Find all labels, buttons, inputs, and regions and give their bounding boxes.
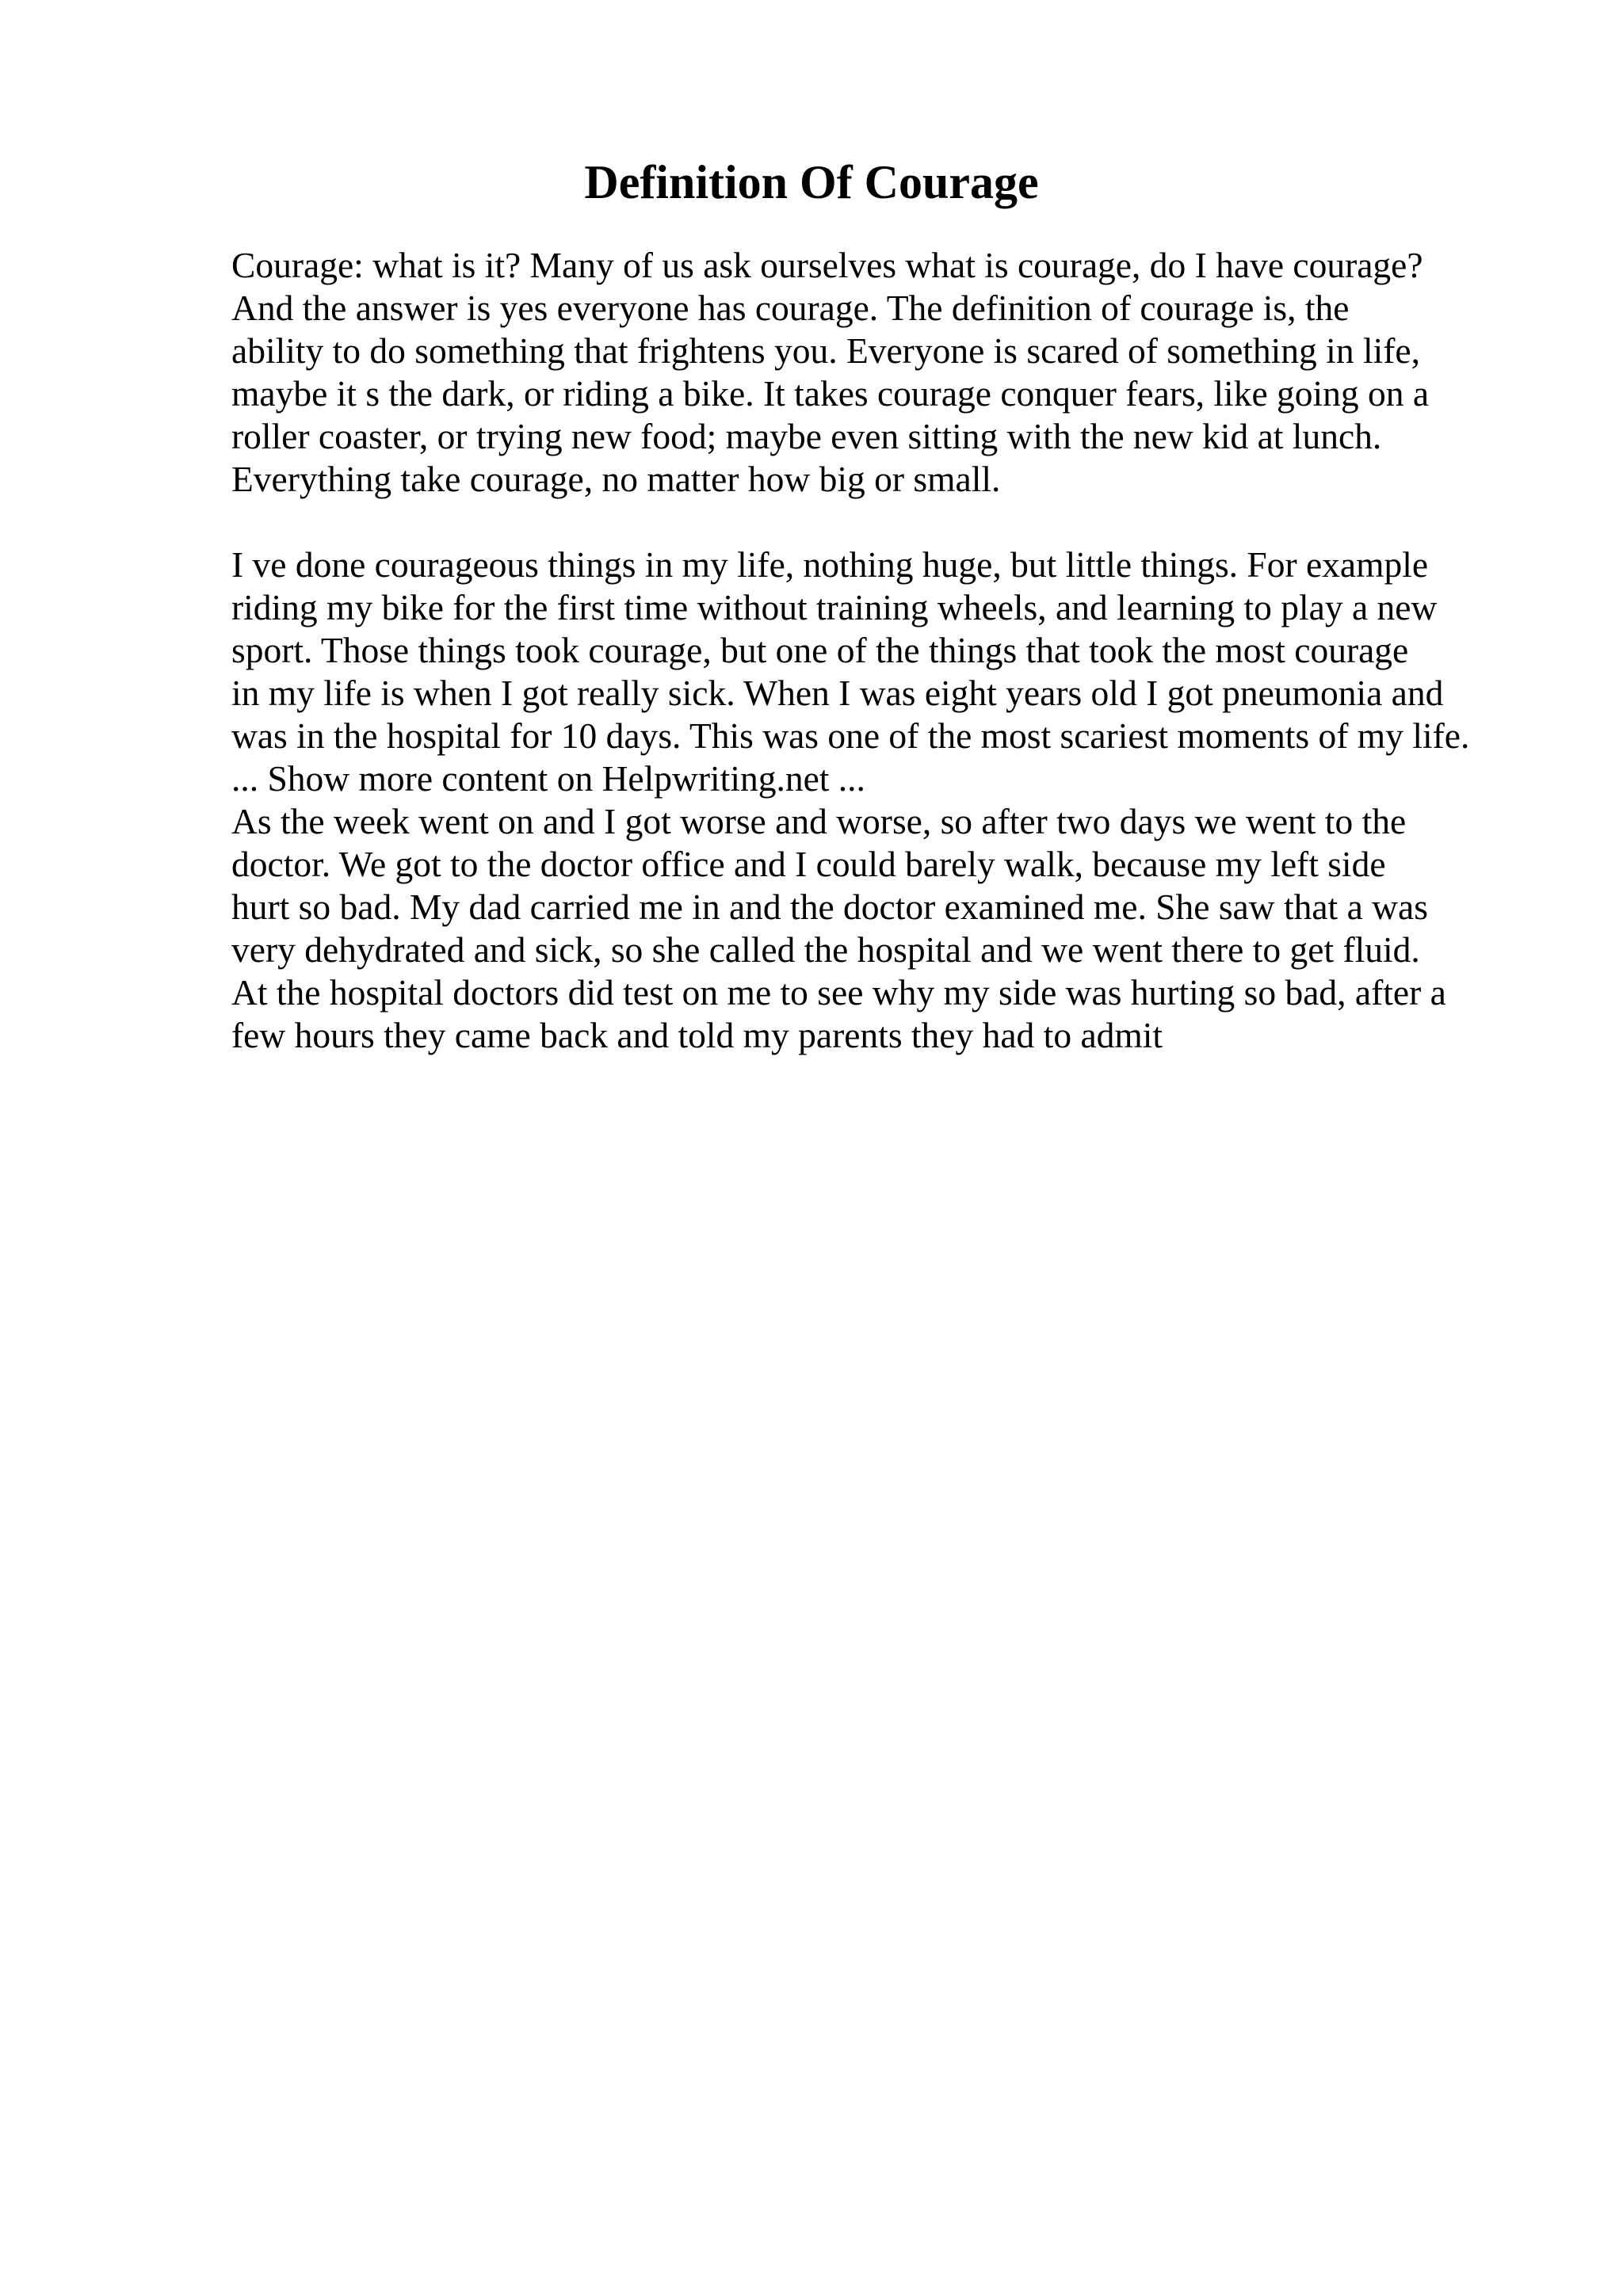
- show-more-notice: ... Show more content on Helpwriting.net ...: [231, 758, 865, 799]
- paragraph-3: [231, 800, 1594, 1057]
- paragraph-spacer: [231, 501, 1594, 543]
- text-line: And the answer is yes everyone has courage. The definition of courage is, the: [231, 288, 1350, 328]
- text-line: sport. Those things took courage, but one of the things that took the most courage: [231, 630, 1409, 670]
- text-line: in my life is when I got really sick. When I was eight years old I got pneumonia and: [231, 673, 1444, 713]
- text-line: very dehydrated and sick, so she called the hospital and we went there to get fluid.: [231, 929, 1420, 970]
- text-line: maybe it s the dark, or riding a bike. It takes courage conquer fears, like going on a: [231, 373, 1430, 414]
- paragraph-1: [231, 244, 1594, 501]
- document-body: [231, 244, 1594, 1057]
- text-line: I ve done courageous things in my life, nothing huge, but little things. For example: [231, 544, 1429, 585]
- text-line: As the week went on and I got worse and worse, so after two days we went to the: [231, 801, 1407, 841]
- text-line: At the hospital doctors did test on me to see why my side was hurting so bad, after a: [231, 972, 1446, 1013]
- text-line: roller coaster, or trying new food; maybe even sitting with the new kid at lunch.: [231, 416, 1382, 456]
- text-line: ability to do something that frightens you. Everyone is scared of something in life,: [231, 330, 1420, 371]
- text-line: Everything take courage, no matter how big or small.: [231, 459, 1001, 499]
- paragraph-2: [231, 543, 1594, 757]
- text-line: hurt so bad. My dad carried me in and the doctor examined me. She saw that a was: [231, 887, 1428, 927]
- text-line: few hours they came back and told my parents they had to admit: [231, 1015, 1163, 1055]
- text-line: Courage: what is it? Many of us ask ourselves what is courage, do I have courage?: [231, 245, 1423, 285]
- text-line: doctor. We got to the doctor office and I could barely walk, because my left side: [231, 844, 1386, 884]
- text-line: was in the hospital for 10 days. This was one of the most scariest moments of my life.: [231, 715, 1470, 756]
- text-line: riding my bike for the first time without training wheels, and learning to play a new: [231, 587, 1438, 627]
- document-title: Definition Of Courage: [584, 156, 1039, 208]
